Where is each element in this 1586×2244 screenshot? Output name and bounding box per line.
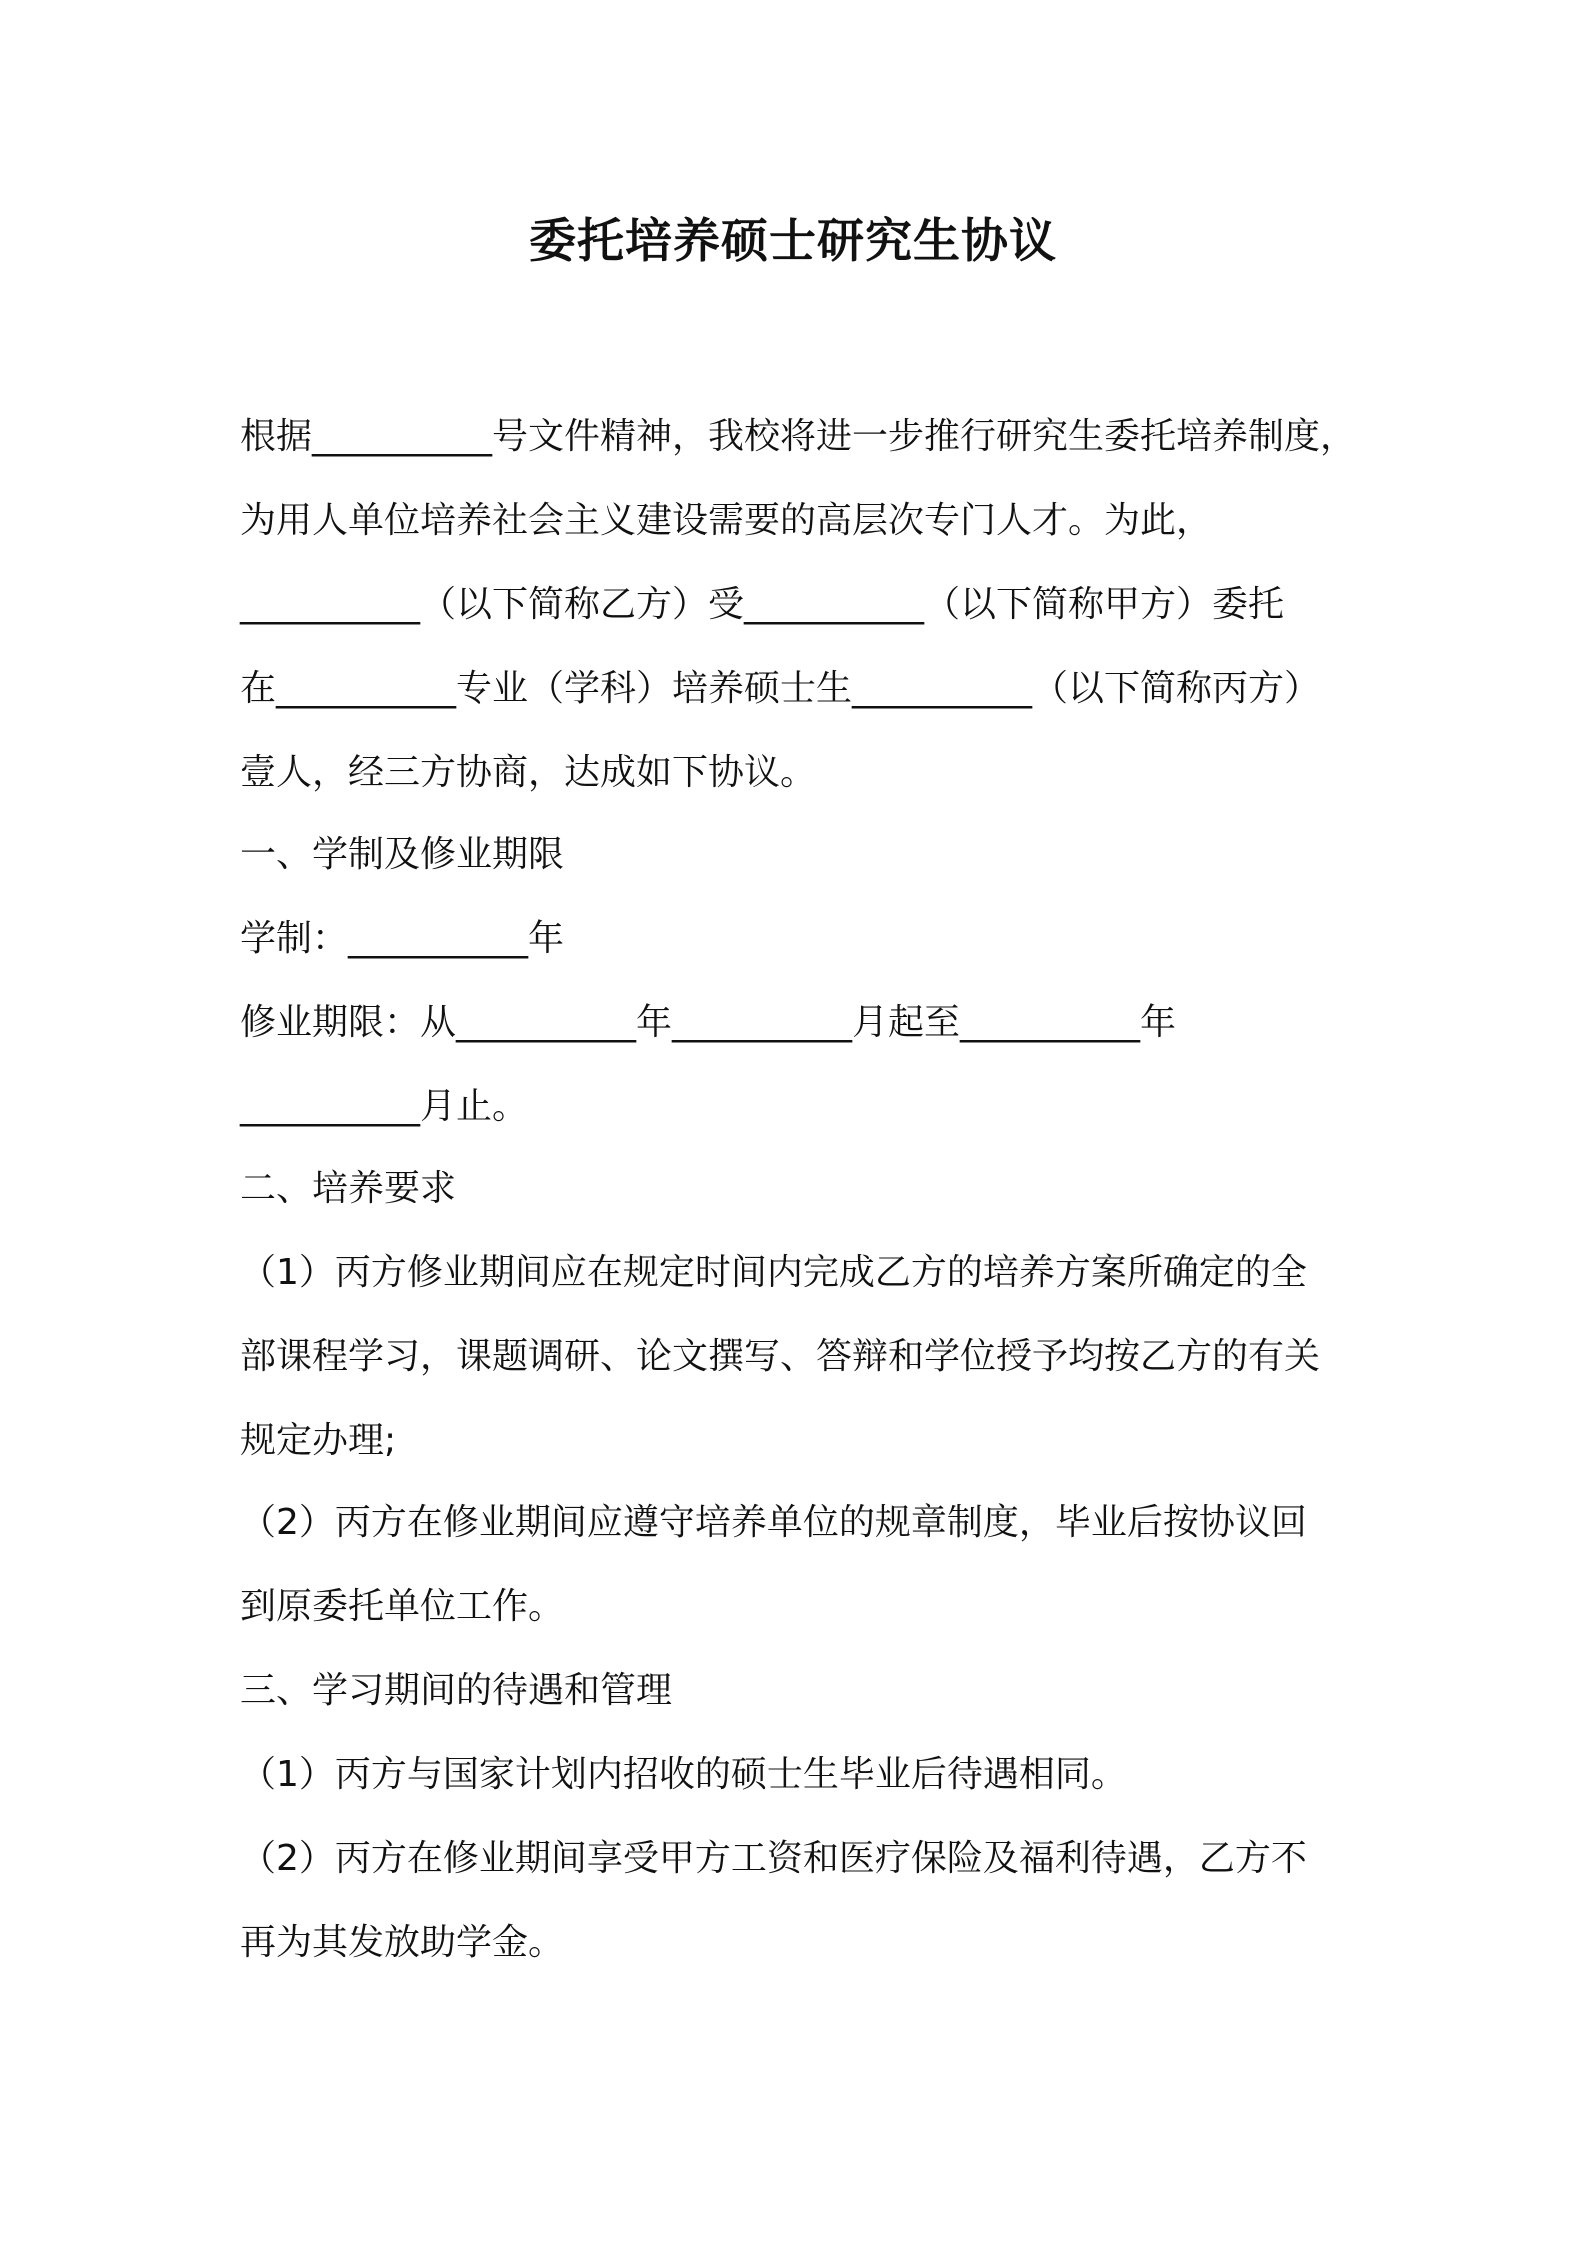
paragraph-line: （1）丙方与国家计划内招收的硕士生毕业后待遇相同。 [240,1754,1127,1795]
section-heading: 二、培养要求 [240,1168,457,1209]
section-heading: 三、学习期间的待遇和管理 [240,1670,673,1711]
paragraph-line: 在__________专业（学科）培养硕士生__________（以下简称丙方） [240,668,1321,709]
paragraph-line: 修业期限：从__________年__________月起至__________年 [240,1002,1177,1043]
document-title: 委托培养硕士研究生协议 [529,214,1057,269]
paragraph-line: 为用人单位培养社会主义建设需要的高层次专门人才。为此， [240,500,1213,541]
paragraph-line: 部课程学习，课题调研、论文撰写、答辩和学位授予均按乙方的有关 [240,1336,1321,1377]
paragraph-line: （1）丙方修业期间应在规定时间内完成乙方的培养方案所确定的全 [240,1252,1307,1293]
paragraph-line: 规定办理; [240,1420,397,1461]
paragraph-line: 学制：__________年 [240,918,565,959]
paragraph-line: 再为其发放助学金。 [240,1922,565,1963]
section-heading: 一、学制及修业期限 [240,834,565,875]
paragraph-line: __________月止。 [240,1086,529,1127]
paragraph-line: __________（以下简称乙方）受__________（以下简称甲方）委托 [240,584,1285,625]
paragraph-line: （2）丙方在修业期间应遵守培养单位的规章制度，毕业后按协议回 [240,1502,1307,1543]
paragraph-line: 壹人，经三方协商，达成如下协议。 [240,752,817,793]
paragraph-line: 根据__________号文件精神，我校将进一步推行研究生委托培养制度， [240,416,1357,457]
paragraph-line: 到原委托单位工作。 [240,1586,565,1627]
paragraph-line: （2）丙方在修业期间享受甲方工资和医疗保险及福利待遇，乙方不 [240,1838,1307,1879]
